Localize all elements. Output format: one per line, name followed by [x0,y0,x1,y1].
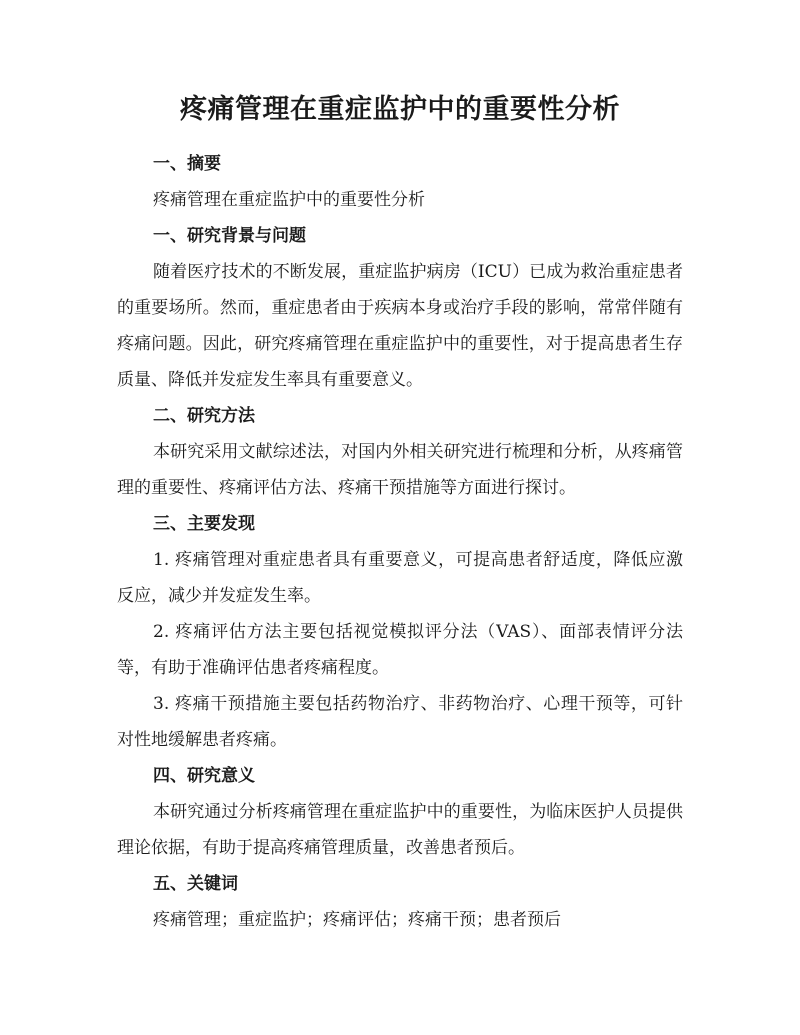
section-heading-keywords: 五、关键词 [153,874,238,894]
section-heading-methods: 二、研究方法 [153,406,255,426]
section-heading-findings: 三、主要发现 [153,514,255,534]
finding-item: 2. 疼痛评估方法主要包括视觉模拟评分法（VAS）、面部表情评分法等，有助于准确评估患者疼痛程度。 [117,622,683,678]
methods-text: 本研究采用文献综述法，对国内外相关研究进行梳理和分析，从疼痛管理的重要性、疼痛评估方法、疼痛干预措施等方面进行探讨。 [117,442,683,498]
section-heading-abstract: 一、摘要 [153,154,221,174]
section-heading-background: 一、研究背景与问题 [153,226,306,246]
section-heading-significance: 四、研究意义 [153,766,255,786]
document-title: 疼痛管理在重症监护中的重要性分析 [180,94,620,125]
background-text: 随着医疗技术的不断发展，重症监护病房（ICU）已成为救治重症患者的重要场所。然而，重症患者由于疾病本身或治疗手段的影响，常常伴随有疼痛问题。因此，研究疼痛管理在重症监护中的重要性，对于提高患者生存质量、降低并发症发生率具有重要意义。 [117,262,683,390]
finding-item: 3. 疼痛干预措施主要包括药物治疗、非药物治疗、心理干预等，可针对性地缓解患者疼痛。 [117,694,683,750]
keywords-text: 疼痛管理；重症监护；疼痛评估；疼痛干预；患者预后 [153,910,561,930]
document-body [117,146,683,938]
abstract-text: 疼痛管理在重症监护中的重要性分析 [153,190,425,210]
finding-item: 1. 疼痛管理对重症患者具有重要意义，可提高患者舒适度，降低应激反应，减少并发症发生率。 [117,550,683,606]
significance-text: 本研究通过分析疼痛管理在重症监护中的重要性，为临床医护人员提供理论依据，有助于提高疼痛管理质量，改善患者预后。 [117,802,683,858]
